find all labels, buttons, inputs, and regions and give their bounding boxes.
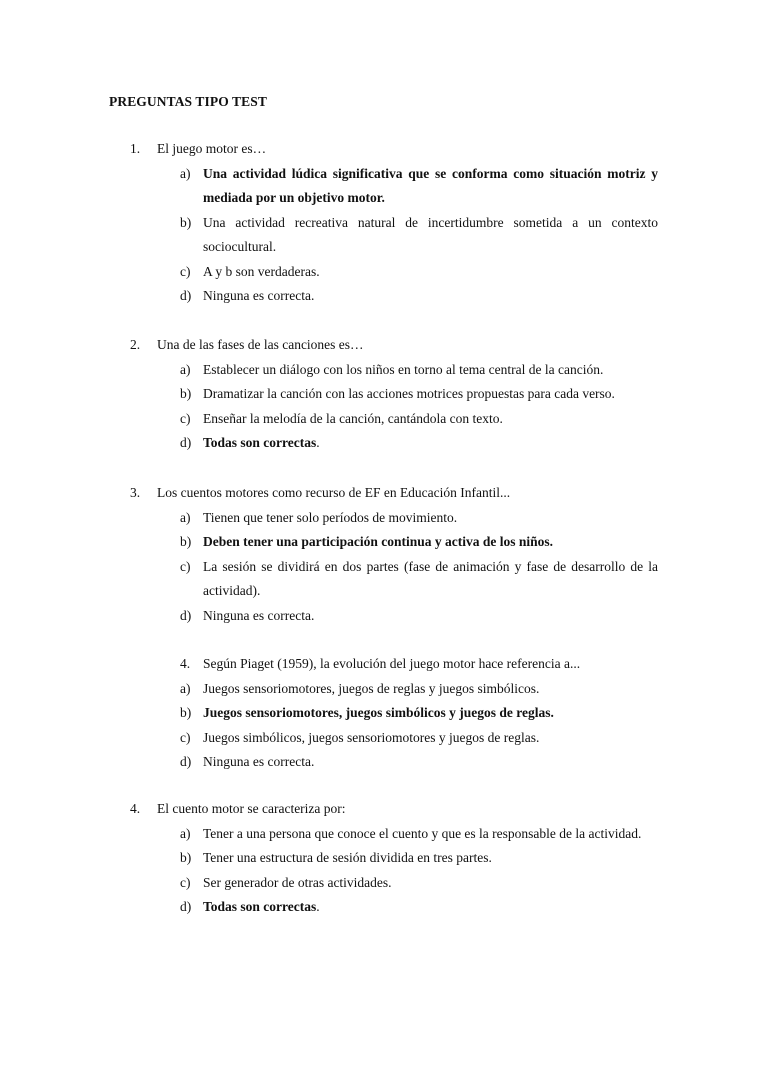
option-text: Ser generador de otras actividades. bbox=[203, 874, 392, 890]
question-number: 2. bbox=[130, 337, 141, 352]
question-1 bbox=[0, 137, 768, 309]
option-letter: c) bbox=[180, 729, 191, 745]
question-number: 4. bbox=[180, 656, 191, 671]
option-b bbox=[0, 530, 768, 555]
option-letter: b) bbox=[180, 850, 192, 865]
question-3 bbox=[0, 481, 768, 628]
question-text: El juego motor es… bbox=[157, 141, 267, 156]
option-text: Una actividad recreativa natural de incertidumbre sometida a un contexto sociocultural. bbox=[203, 214, 658, 254]
option-letter: a) bbox=[180, 825, 191, 841]
option-period: . bbox=[316, 435, 320, 450]
option-letter: d) bbox=[180, 607, 192, 623]
option-letter: c) bbox=[180, 558, 191, 574]
option-d bbox=[0, 750, 768, 775]
option-a bbox=[0, 677, 768, 702]
option-text: Juegos sensoriomotores, juegos simbólicos y juegos de reglas. bbox=[203, 705, 554, 720]
question-text: Los cuentos motores como recurso de EF en Educación Infantil... bbox=[157, 485, 511, 500]
option-c bbox=[0, 555, 768, 604]
option-text: Establecer un diálogo con los niños en torno al tema central de la canción. bbox=[203, 361, 604, 377]
question-4-piaget bbox=[0, 652, 768, 775]
option-letter: d) bbox=[180, 754, 192, 769]
option-b bbox=[0, 846, 768, 871]
option-text: Ninguna es correcta. bbox=[203, 754, 315, 769]
option-text: Juegos sensoriomotores, juegos de reglas y juegos simbólicos. bbox=[203, 680, 540, 696]
option-letter: b) bbox=[180, 705, 192, 720]
option-answer: Todas son correctas bbox=[203, 899, 317, 914]
option-c bbox=[0, 726, 768, 751]
option-text bbox=[203, 431, 658, 456]
option-d bbox=[0, 604, 768, 629]
option-text: Deben tener una participación continua y activa de los niños. bbox=[203, 534, 554, 549]
option-letter: d) bbox=[180, 435, 192, 450]
question-stem bbox=[0, 797, 768, 822]
option-letter: a) bbox=[180, 165, 191, 181]
option-text: Tener a una persona que conoce el cuento y que es la responsable de la actividad. bbox=[203, 825, 642, 841]
option-text: Una actividad lúdica significativa que se conforma como situación motriz y mediada por un objetivo motor. bbox=[203, 165, 658, 205]
question-number: 4. bbox=[130, 801, 141, 816]
question-number: 3. bbox=[130, 485, 141, 500]
option-letter: a) bbox=[180, 680, 191, 696]
option-b bbox=[0, 382, 768, 407]
question-text: Una de las fases de las canciones es… bbox=[157, 337, 364, 352]
question-stem bbox=[0, 652, 768, 677]
option-letter: b) bbox=[180, 386, 192, 401]
option-text: La sesión se dividirá en dos partes (fase de animación y fase de desarrollo de la actividad). bbox=[203, 558, 658, 598]
question-stem bbox=[0, 333, 768, 358]
option-letter: c) bbox=[180, 410, 191, 426]
option-period: . bbox=[316, 899, 320, 914]
option-d bbox=[0, 895, 768, 920]
option-a bbox=[0, 822, 768, 847]
option-letter: a) bbox=[180, 509, 191, 525]
option-text: Enseñar la melodía de la canción, cantándola con texto. bbox=[203, 410, 503, 426]
question-stem bbox=[0, 137, 768, 162]
option-letter: d) bbox=[180, 288, 192, 303]
option-letter: c) bbox=[180, 874, 191, 890]
option-letter: a) bbox=[180, 361, 191, 377]
option-letter: c) bbox=[180, 263, 191, 279]
option-c bbox=[0, 871, 768, 896]
question-2 bbox=[0, 333, 768, 456]
option-letter: b) bbox=[180, 214, 192, 230]
question-number: 1. bbox=[130, 141, 141, 156]
option-a bbox=[0, 358, 768, 383]
option-d bbox=[0, 431, 768, 456]
question-text: El cuento motor se caracteriza por: bbox=[157, 801, 346, 816]
option-letter: b) bbox=[180, 534, 192, 549]
page-title: PREGUNTAS TIPO TEST bbox=[109, 94, 267, 109]
option-text: Ninguna es correcta. bbox=[203, 288, 315, 303]
option-answer: Todas son correctas bbox=[203, 435, 317, 450]
option-c bbox=[0, 260, 768, 285]
question-4-cuento-motor bbox=[0, 797, 768, 920]
option-text: Tienen que tener solo períodos de movimiento. bbox=[203, 509, 458, 525]
option-d bbox=[0, 284, 768, 309]
option-c bbox=[0, 407, 768, 432]
option-text: Ninguna es correcta. bbox=[203, 607, 315, 623]
option-text: Dramatizar la canción con las acciones motrices propuestas para cada verso. bbox=[203, 386, 615, 401]
option-b bbox=[0, 211, 768, 260]
option-text bbox=[203, 895, 658, 920]
option-a bbox=[0, 506, 768, 531]
option-text: Juegos simbólicos, juegos sensoriomotores y juegos de reglas. bbox=[203, 729, 540, 745]
question-text: Según Piaget (1959), la evolución del juego motor hace referencia a... bbox=[203, 656, 581, 671]
option-text: Tener una estructura de sesión dividida en tres partes. bbox=[203, 850, 492, 865]
option-letter: d) bbox=[180, 899, 192, 914]
option-a bbox=[0, 162, 768, 211]
option-text: A y b son verdaderas. bbox=[203, 263, 320, 279]
option-b bbox=[0, 701, 768, 726]
question-stem bbox=[0, 481, 768, 506]
